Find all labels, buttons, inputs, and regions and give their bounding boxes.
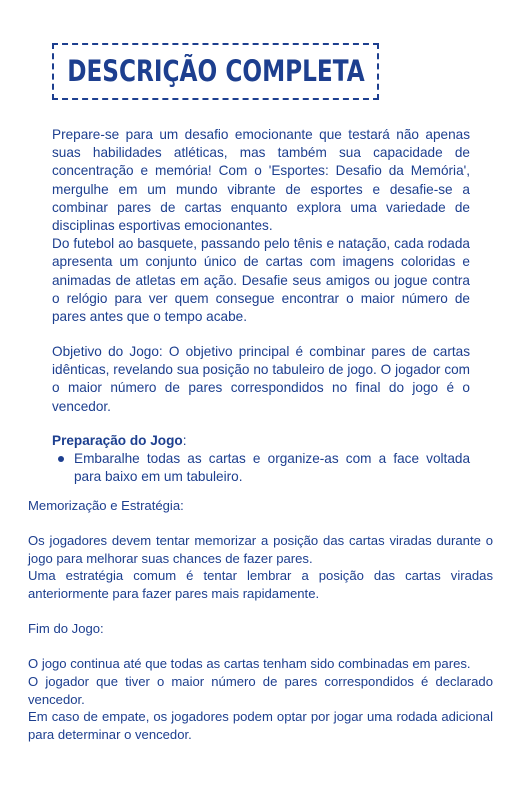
spacer bbox=[28, 515, 493, 533]
spacer bbox=[28, 638, 493, 656]
end-game-line-2: O jogador que tiver o maior número de pares correspondidos é declarado vencedor. bbox=[28, 673, 493, 707]
list-item bbox=[52, 450, 470, 486]
title-frame bbox=[52, 43, 379, 100]
bullet-icon bbox=[58, 456, 64, 462]
preparation-heading bbox=[52, 432, 470, 450]
end-game-heading: Fim do Jogo: bbox=[28, 621, 104, 637]
strategy-line-2: Uma estratégia comum é tentar lembrar a posição das cartas viradas anteriormente para fazer pares mais rapidamente. bbox=[28, 568, 493, 601]
objective-section bbox=[52, 343, 470, 416]
spacer bbox=[28, 603, 493, 621]
end-game-line-3: Em caso de empate, os jogadores podem optar por jogar uma rodada adicional para determinar o vencedor. bbox=[28, 709, 493, 742]
intro-paragraph-1: Prepare-se para um desafio emocionante que testará não apenas suas habilidades atléticas, mas também sua capacidade de concentração e memória! Com o 'Esportes: Desafio da Memória', mergulhe em um mundo vibrante de esportes e desafie-se a combinar pares de cartas enquanto explora uma variedade de disciplinas esportivas emocionantes. bbox=[52, 127, 470, 234]
preparation-heading-text: Preparação do Jogo bbox=[52, 433, 183, 448]
intro-paragraph-2: Do futebol ao basquete, passando pelo tênis e natação, cada rodada apresenta um conjunto único de cartas com imagens coloridas e animadas de atletas em ação. Desafie seus amigos ou jogue contra o relógio para ver quem consegue encontrar o maior número de pares antes que o tempo acabe. bbox=[52, 236, 470, 325]
rules-section bbox=[28, 497, 493, 743]
page-title: DESCRIÇÃO COMPLETA bbox=[66, 54, 365, 88]
preparation-item-text: Embaralhe todas as cartas e organize-as com a face voltada para baixo em um tabuleiro. bbox=[74, 451, 470, 485]
strategy-heading: Memorização e Estratégia: bbox=[28, 498, 184, 513]
preparation-list bbox=[52, 450, 470, 486]
objective-paragraph: Objetivo do Jogo: O objetivo principal é combinar pares de cartas idênticas, revelando sua posição no tabuleiro de jogo. O jogador com o maior número de pares correspondidos no final do jogo é o vencedor. bbox=[52, 344, 470, 414]
preparation-section bbox=[52, 432, 470, 487]
preparation-heading-colon: : bbox=[182, 433, 187, 448]
strategy-line-1: Os jogadores devem tentar memorizar a posição das cartas viradas durante o jogo para melhorar suas chances de fazer pares. bbox=[28, 533, 493, 566]
intro-section bbox=[52, 126, 470, 326]
end-game-line-1: O jogo continua até que todas as cartas tenham sido combinadas em pares. bbox=[28, 656, 471, 672]
